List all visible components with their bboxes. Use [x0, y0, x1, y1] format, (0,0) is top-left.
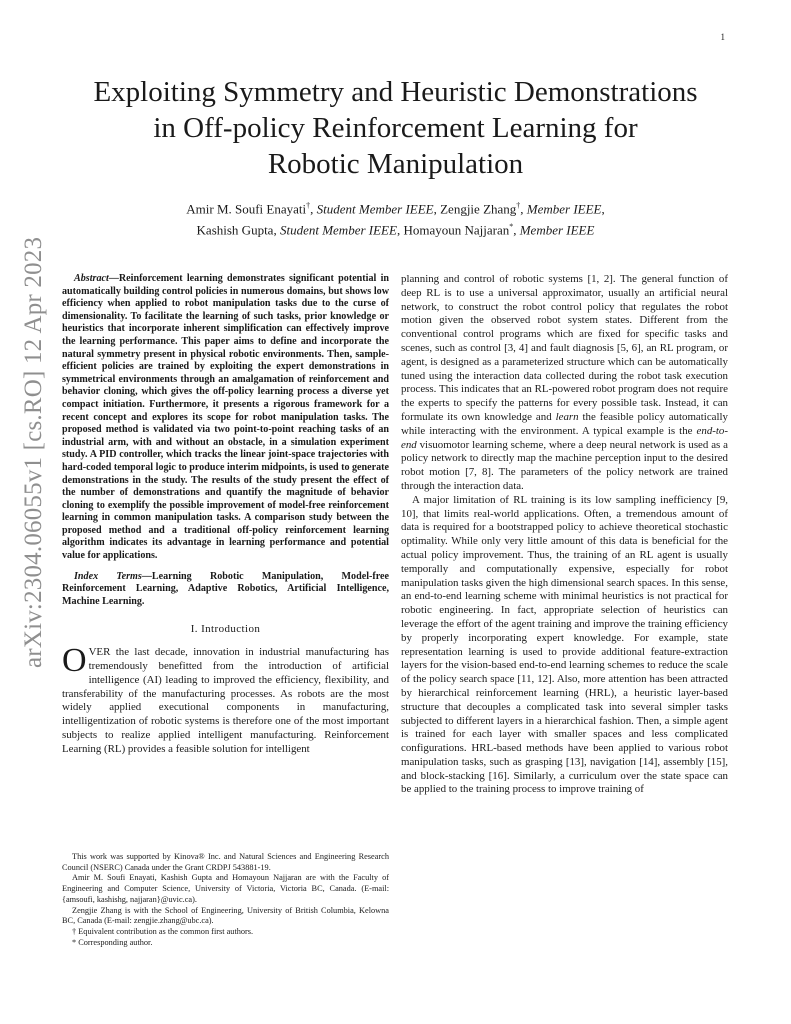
body-text: planning and control of robotic systems [1, 2]. The general function of deep RL is to use a universal approximator, usually an artificial neural network, to construct the robot control policy that regulates the robot motion given the observed robot system states. Different from the conventional control programs which are fixed for specific tasks and scenes, such as control [3, 4] and fault diagnosis [5, 6], an RL program, or agent, is designed as a parameterized structure which can be automatically tuned using the interaction data collected during the robot task execution process. This indicates that an RL-powered robot program does not require the experts to specify the patterns for every possible task. Instead, it can formulate its own knowledge and	[401, 273, 728, 423]
author-line: Amir M. Soufi Enayati†, Student Member IEEE, Zengjie Zhang†, Member IEEE,	[186, 201, 605, 217]
footnote: † Equivalent contribution as the common first authors.	[72, 926, 254, 936]
footnote: * Corresponding author.	[72, 937, 153, 947]
author-mark: *	[509, 222, 514, 232]
body-paragraph: A major limitation of RL training is its low sampling inefficiency [9, 10], that limits real-world applications. Often, a tremendous amount of data is required for a bootstrapped policy to achieve theoretical stochastic optimality. While only very little amount of this data is beneficial for the actual policy improvement. Thus, the training of an RL agent is usually temporally and computationally expensive, especially for robot manipulation tasks given the high dimensional search spaces. In this sense, an end-to-end learning scheme with minimal heuristics is not practical for robotic engineering. In fact, appropriate selection of heuristics can leverage the effort of the agent training and improve the training efficiency by properly incorporating expert knowledge. For example, state representation learning is used to provide additional feature-extraction layers for the vision-based end-to-end learning schemes to reduce the scale of the policy search space [11, 12]. Also, more attention has been attracted by hierarchical reinforcement learning (HRL), a heuristic layer-based structure that decouples a complicated task into several simpler tasks subjected to different layers in a hierarchical fashion. Then, a simple agent is trained for each layer with smaller spaces and less complicated configurations. HRL-based methods have been applied to various robot manipulation tasks, such as grasping [13], navigation [14], assembly [15], and block-stacking [16]. Similarly, a curriculum over the state space can be applied to the training process to improve training of	[401, 493, 728, 796]
author-line: Kashish Gupta, Student Member IEEE, Homayoun Najjaran*, Member IEEE	[196, 222, 595, 238]
author-list	[50, 197, 741, 240]
author-name: Zengjie Zhang	[440, 201, 517, 217]
footnotes	[62, 852, 389, 948]
author-name: Amir M. Soufi Enayati	[186, 201, 307, 217]
author-mark: †	[306, 201, 311, 210]
footnote: Zengjie Zhang is with the School of Engineering, University of British Columbia, Kelowna BC, Canada (E-mail: zengjie.zhang@ubc.ca).	[62, 905, 389, 926]
body-paragraph	[401, 273, 728, 494]
title-line: Exploiting Symmetry and Heuristic Demonstrations	[93, 76, 698, 108]
author-name: Kashish Gupta	[196, 222, 274, 238]
left-column	[62, 273, 389, 757]
index-terms-text: Learning Robotic Manipulation, Model-free Reinforcement Learning, Adaptive Robotics, Artificial Intelligence, Machine Learning.	[62, 570, 389, 607]
body-text: visuomotor learning scheme, where a deep neural network is used as a policy network to directly map the machine perception input to the desired robot motion [7, 8]. The parameters of the policy network are trained through the interaction data.	[401, 438, 728, 492]
section-heading: I. Introduction	[190, 623, 261, 636]
author-role: Member IEEE	[519, 222, 595, 238]
author-role: Member IEEE	[526, 201, 602, 217]
right-column	[401, 273, 728, 797]
footnote: Amir M. Soufi Enayati, Kashish Gupta and Homayoun Najjaran are with the Faculty of Engineering and Computer Science, University of Victoria, Victoria BC, Canada. (E-mail: {amsoufi, kashishg, najjaran}@uvic.ca).	[62, 873, 389, 904]
page-number: 1	[720, 32, 725, 42]
abstract-text: Reinforcement learning demonstrates significant potential in automatically building control policies in numerous domains, but shows low efficiency when applied to robot manipulation tasks due to the curse of dimensionality. To facilitate the learning of such tasks, prior knowledge or heuristics that incorporate inherent simplification can effectively improve the learning performance. This paper aims to define and incorporate the natural symmetry present in physical robotic environments. Then, sample-efficient policies are trained by exploiting the expert demonstrations in symmetrical environments through an amalgamation of reinforcement and behavior cloning, which gives the off-policy learning process a diverse yet compact initiation. Furthermore, it presents a rigorous framework for a recent concept and explores its scope for robot manipulation tasks. The proposed method is validated via two point-to-point reaching tasks of an industrial arm, with and without an obstacle, in a simulation experiment study. A PID controller, which tracks the linear joint-space trajectories with hard-coded temporal logic to produce interim midpoints, is used to generate demonstrations in the study. The results of the study present the effect of the number of demonstrations and quantify the magnitude of behavior cloning to exemplify the possible improvement of model-free reinforcement learning in common manipulation tasks. A comparison study between the proposed method and a traditional off-policy reinforcement learning algorithm indicates its advantage in learning performance and potential value for applications.	[62, 273, 389, 562]
author-mark: †	[516, 201, 521, 210]
body-text: the feasible policy automatically while interacting with the environment. A typical example is the	[401, 410, 728, 437]
intro-first-word: VER	[88, 646, 111, 659]
abstract-label: Abstract	[74, 273, 109, 284]
emphasis-learn: learn	[555, 410, 579, 423]
author-role: Student Member IEEE	[316, 201, 434, 217]
author-name: Homayoun Najjaran	[403, 222, 510, 238]
emphasis-end-to-end: end-to-end	[401, 424, 728, 451]
abstract: Abstract—Reinforcement learning demonstrates significant potential in automatically building control policies in numerous domains, but shows low efficiency when applied to robot manipulation tasks due to the curse of dimensionality. To facilitate the learning of such tasks, prior knowledge or heuristics that incorporate inherent simplification can effectively improve the learning performance. This paper aims to define and incorporate the natural symmetry present in physical robotic environments. Then, sample-efficient policies are trained by exploiting the expert demonstrations in symmetrical environments through an amalgamation of reinforcement and behavior cloning, which gives the off-policy learning process a diverse yet compact initiation. Furthermore, it presents a rigorous framework for a recent concept and explores its scope for robot manipulation tasks. The proposed method is validated via two point-to-point reaching tasks of an industrial arm, with and without an obstacle, in a simulation experiment study. A PID controller, which tracks the linear joint-space trajectories with hard-coded temporal logic to produce interim midpoints, is used to generate demonstrations in the study. The results of the study present the effect of the number of demonstrations and quantify the magnitude of behavior cloning to exemplify the possible improvement of model-free reinforcement learning in common manipulation tasks. A comparison study between the proposed method and a traditional off-policy reinforcement learning algorithm indicates its advantage in learning performance and potential value for applications.	[62, 273, 389, 562]
intro-paragraph	[62, 642, 389, 756]
intro-text: the last decade, innovation in industrial manufacturing has tremendously benefitted from the introduction of artificial intelligence (AI) leading to improved the efficiency, flexibility, and transferability of the manufacturing processes. As robots are the most widely applied executional components in manufacturing, intelligentization of robotic systems is therefore one of the most important subjects to realize applied intelligent manufacturing. Reinforcement Learning (RL) provides a feasible solution for intelligent	[62, 646, 389, 755]
author-role: Student Member IEEE	[279, 222, 397, 238]
index-terms: Index Terms—Learning Robotic Manipulation, Model-free Reinforcement Learning, Adaptive Robotics, Artificial Intelligence, Machine Learning.	[62, 570, 389, 607]
title-line: Robotic Manipulation	[267, 148, 524, 180]
index-terms-label: Index Terms	[74, 570, 142, 582]
drop-cap: O	[62, 642, 87, 680]
paper-title	[50, 74, 741, 182]
footnote: This work was supported by Kinova® Inc. and Natural Sciences and Engineering Research Council (NSERC) Canada under the Grant CRDPJ 543881-19.	[62, 852, 389, 872]
title-line: in Off-policy Reinforcement Learning for	[153, 112, 638, 144]
arxiv-stamp: arXiv:2304.06055v1 [cs.RO] 12 Apr 2023	[20, 236, 47, 668]
